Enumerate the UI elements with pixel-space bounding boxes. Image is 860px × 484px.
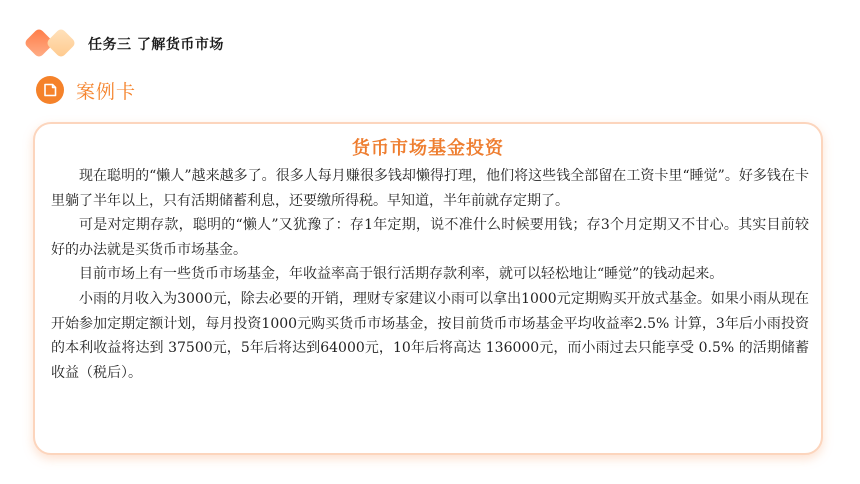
article-paragraph: 目前市场上有一些货币市场基金，年收益率高于银行活期存款利率，就可以轻松地让“睡觉”的钱动起来。 — [79, 266, 724, 283]
article-title: 货币市场基金投资 — [352, 138, 504, 159]
article-body — [51, 164, 809, 385]
note-icon — [36, 76, 64, 104]
article-paragraph: 现在聪明的“懒人”越来越多了。很多人每月赚很多钱却懒得打理，他们将这些钱全部留在工资卡里“睡觉”。好多钱在卡里躺了半年以上，只有活期储蓄利息，还要缴所得税。早知道，半年前就存定期了。 — [51, 168, 809, 209]
page-title: 任务三 了解货币市场 — [88, 37, 224, 53]
article-card — [33, 122, 823, 455]
case-card-label: 案例卡 — [76, 81, 137, 103]
article-paragraph: 可是对定期存款，聪明的“懒人”又犹豫了：存1年定期，说不准什么时候要用钱；存3个月定期又不甘心。其实目前较好的办法就是买货币市场基金。 — [51, 217, 809, 258]
diamond-icon — [45, 27, 76, 58]
article-paragraph: 小雨的月收入为3000元，除去必要的开销，理财专家建议小雨可以拿出1000元定期购买开放式基金。如果小雨从现在开始参加定期定额计划，每月投资1000元购买货币市场基金，按目前货币市场基金平均收益率2.5% 计算，3年后小雨投资的本利收益将达到 37500元，5年后将达到64000元，10年后将高达 136000元，而小雨过去只能享受 0.5% 的活期储蓄收益（税后）。 — [51, 290, 809, 381]
